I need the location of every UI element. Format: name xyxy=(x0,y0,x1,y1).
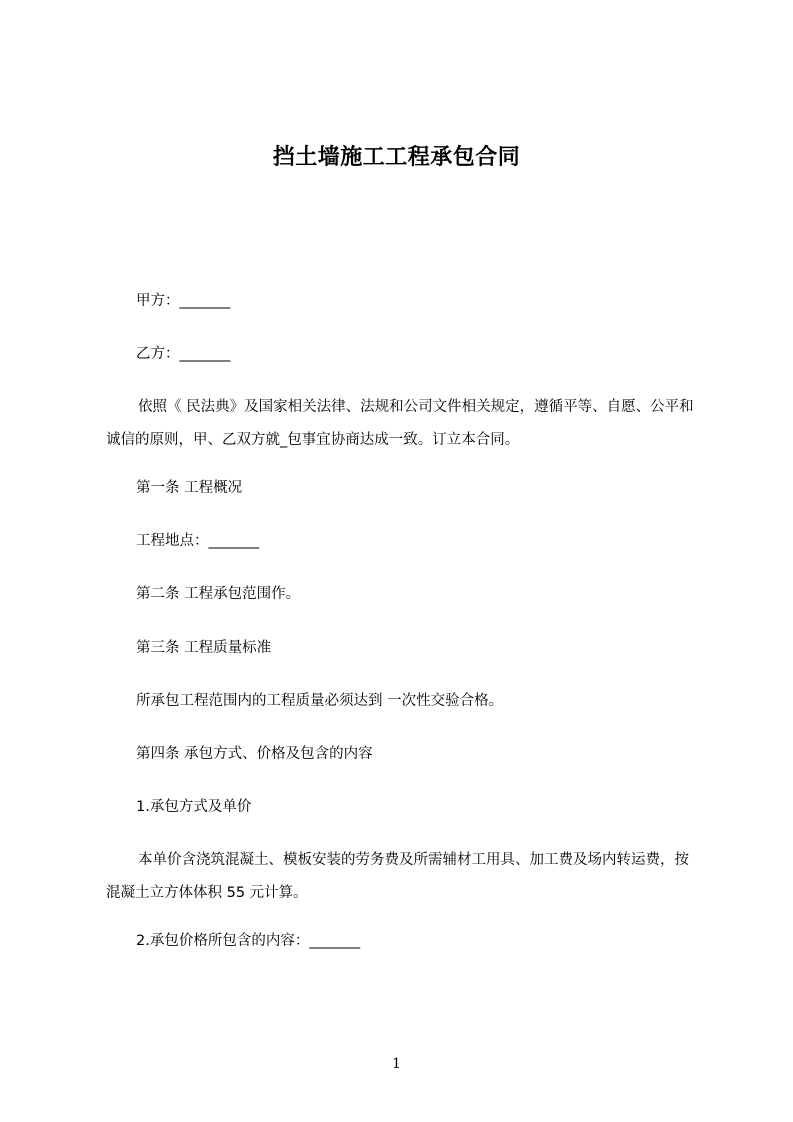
item-1-paragraph: 本单价含浇筑混凝土、模板安装的劳务费及所需辅材工用具、加工费及场内转运费，按混凝土立方体体积 55 元计算。 xyxy=(106,852,689,901)
site-location-line: 工程地点：_______ xyxy=(136,533,260,549)
preamble-paragraph: 依照《 民法典》及国家相关法律、法规和公司文件相关规定，遵循平等、自愿、公平和诚信的原则，甲、乙双方就_包事宜协商达成一致。订立本合同。 xyxy=(106,399,694,448)
article-4-heading: 第四条 承包方式、价格及包含的内容 xyxy=(136,746,373,762)
party-b-line: 乙方：_______ xyxy=(136,346,231,362)
item-1-heading: 1.承包方式及单价 xyxy=(136,799,252,815)
page-title: 挡土墙施工工程承包合同 xyxy=(272,145,521,170)
party-a-line: 甲方：_______ xyxy=(136,293,231,309)
item-2-heading: 2.承包价格所包含的内容：_______ xyxy=(136,933,361,949)
quality-standard-line: 所承包工程范围内的工程质量必须达到 一次性交验合格。 xyxy=(136,693,504,709)
article-3-heading: 第三条 工程质量标准 xyxy=(136,640,272,656)
page-number: 1 xyxy=(392,1056,401,1072)
article-1-heading: 第一条 工程概况 xyxy=(136,480,243,496)
article-2-heading: 第二条 工程承包范围作。 xyxy=(136,586,301,602)
